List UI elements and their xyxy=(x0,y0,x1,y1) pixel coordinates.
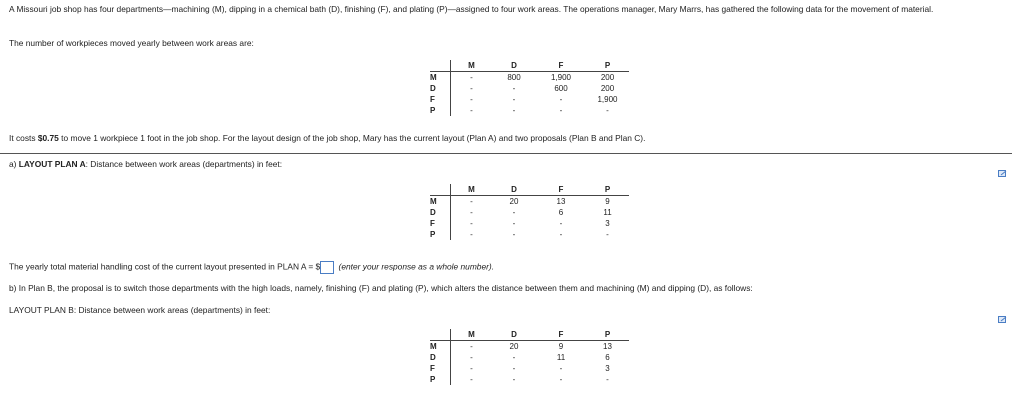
table-row: D - - 600 200 xyxy=(430,84,615,93)
col-header-p: P xyxy=(604,61,611,70)
moves-table xyxy=(430,60,629,116)
table-row: D - - 11 6 xyxy=(430,353,610,362)
section-divider xyxy=(0,153,1012,154)
table-row: M - 20 9 13 xyxy=(430,342,612,351)
edit-icon[interactable] xyxy=(998,316,1007,323)
plan-b-table: M D F P M - 20 9 13 D - - 11 6 F - - - 3 P - - - - xyxy=(430,329,629,385)
col-header-f: F xyxy=(558,61,564,70)
table-row: F - - - 3 xyxy=(430,364,610,373)
col-header-m: M xyxy=(451,60,493,72)
cost-statement: It costs $0.75 to move 1 workpiece 1 foot in the job shop. For the layout design of the job shop, Mary has the current layout (Plan A) and two proposals (Plan B and Plan C). xyxy=(9,133,646,143)
part-b-text: b) In Plan B, the proposal is to switch those departments with the high loads, namely, finishing (F) and plating (P), which alters the distance between them and machining (M) and dipping (D), as follows: xyxy=(9,283,753,293)
cost-question: The yearly total material handling cost of the current layout presented in PLAN A = $ (enter your response as a whole number). xyxy=(9,261,494,274)
part-a-heading: a) LAYOUT PLAN A: Distance between work areas (departments) in feet: xyxy=(9,159,283,169)
table-row: F - - - 3 xyxy=(430,219,610,228)
table-row: M - 20 13 9 xyxy=(430,197,610,206)
intro-text: A Missouri job shop has four departments—machining (M), dipping in a chemical bath (D), finishing (F), and plating (P)—assigned to four work areas. The operations manager, Mary Marrs, has gathered the following data for the movement of material. xyxy=(9,4,934,14)
plan-a-table: M D F P M - 20 13 9 D - - 6 11 F - - - 3 P - - - - xyxy=(430,184,629,240)
table-row: P - - - - xyxy=(430,375,609,384)
table-row: P - - - - xyxy=(430,106,609,115)
moves-heading: The number of workpieces moved yearly between work areas are: xyxy=(9,38,254,48)
table-row: F - - - 1,900 xyxy=(430,95,618,104)
table-row: M - 800 1,900 200 xyxy=(430,73,615,82)
table-row: D - - 6 11 xyxy=(430,208,612,217)
answer-input[interactable] xyxy=(320,261,334,274)
plan-b-heading: LAYOUT PLAN B: Distance between work areas (departments) in feet: xyxy=(9,305,271,315)
edit-icon[interactable] xyxy=(998,170,1007,177)
col-header-d: D xyxy=(511,61,517,70)
table-row: P - - - - xyxy=(430,230,609,239)
